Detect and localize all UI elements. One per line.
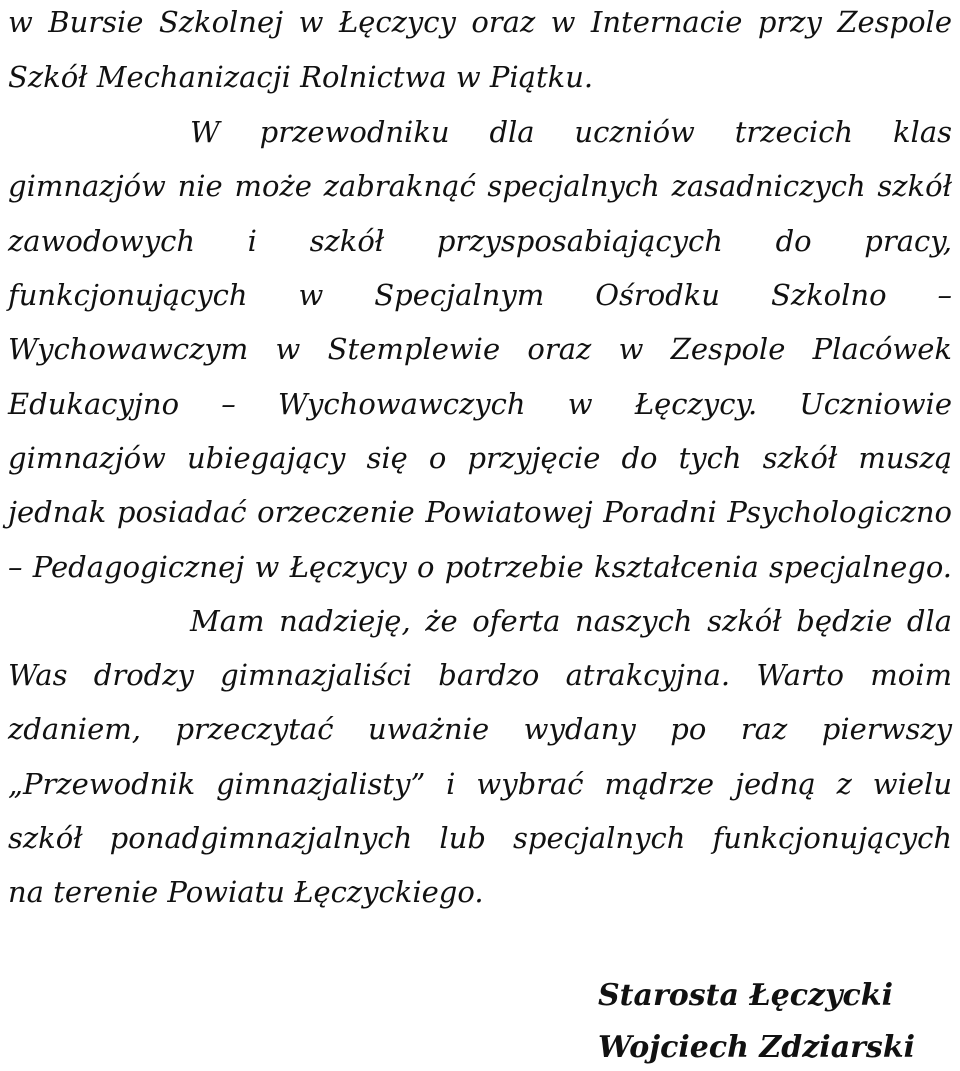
text-line: jednak posiadać orzeczenie Powiatowej Poradni Psychologiczno bbox=[8, 495, 952, 529]
text-line: Edukacyjno – Wychowawczych w Łęczycy. Uczniowie bbox=[8, 387, 952, 421]
text-line: Was drodzy gimnazjaliści bardzo atrakcyjna. Warto moim bbox=[8, 658, 952, 692]
text-line: Wychowawczym w Stemplewie oraz w Zespole Placówek bbox=[8, 332, 952, 366]
text-line: „Przewodnik gimnazjalisty” i wybrać mądrze jedną z wielu bbox=[8, 767, 952, 801]
paragraph-start-line: W przewodniku dla uczniów trzecich klas bbox=[190, 115, 952, 149]
text-line: gimnazjów nie może zabraknąć specjalnych zasadniczych szkół bbox=[8, 169, 952, 203]
signature-title: Starosta Łęczycki bbox=[598, 978, 893, 1013]
text-line: na terenie Powiatu Łęczyckiego. bbox=[8, 875, 484, 909]
text-line: w Bursie Szkolnej w Łęczycy oraz w Internacie przy Zespole bbox=[8, 5, 952, 39]
text-line: zdaniem, przeczytać uważnie wydany po raz pierwszy bbox=[8, 712, 952, 746]
text-line: gimnazjów ubiegający się o przyjęcie do tych szkół muszą bbox=[8, 441, 952, 475]
signature-name: Wojciech Zdziarski bbox=[598, 1030, 916, 1065]
text-line: zawodowych i szkół przysposabiających do pracy, bbox=[8, 224, 952, 258]
text-line: – Pedagogicznej w Łęczycy o potrzebie kształcenia specjalnego. bbox=[8, 550, 952, 584]
text-line: szkół ponadgimnazjalnych lub specjalnych funkcjonujących bbox=[8, 821, 952, 855]
text-line: Szkół Mechanizacji Rolnictwa w Piątku. bbox=[8, 60, 594, 94]
paragraph-start-line: Mam nadzieję, że oferta naszych szkół będzie dla bbox=[190, 604, 952, 638]
text-line: funkcjonujących w Specjalnym Ośrodku Szkolno – bbox=[8, 278, 952, 312]
